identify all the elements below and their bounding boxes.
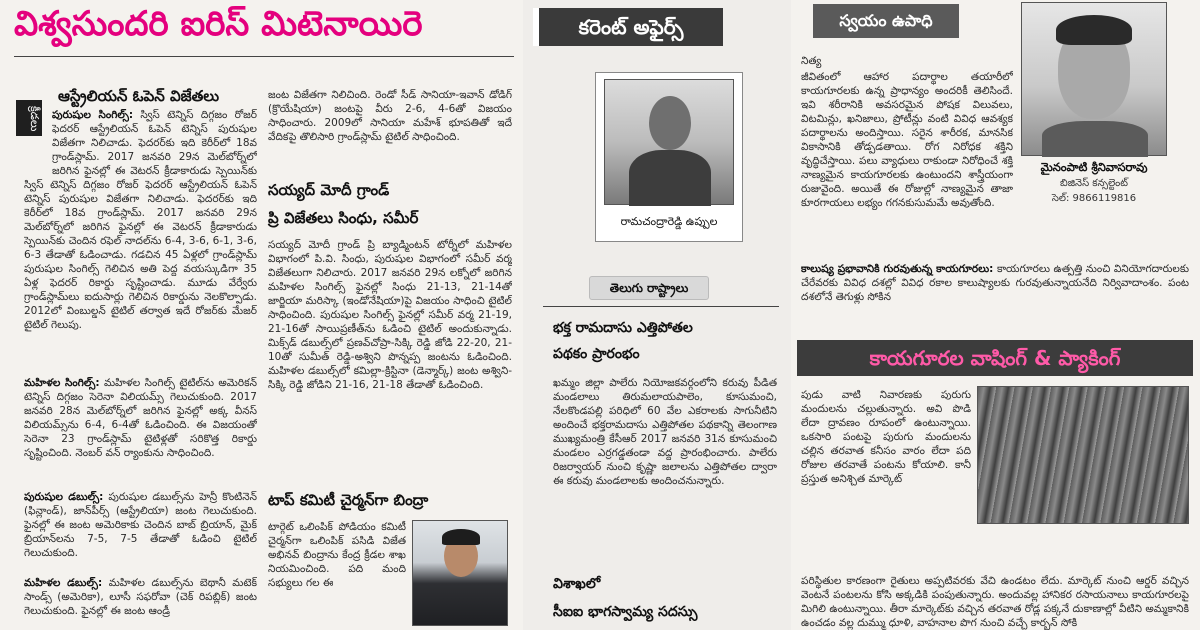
hair-shape xyxy=(442,529,480,545)
column-self-employment xyxy=(791,0,1200,630)
paragraph-mens-singles-cont xyxy=(24,178,257,374)
consultant-name: మైనంపాటి శ్రీనివాసరావు xyxy=(1040,160,1148,174)
lead-pollution: కాలుష్య ప్రభావానికి గురవుతున్న కాయగూరలు: xyxy=(801,263,994,275)
text-mens-singles-cont: స్విస్ టెన్నిస్ దిగ్గజం రోజర్ ఫెదరర్ ఆస్ట్రేలియన్ ఓపెన్ టెన్నిస్ పురుషుల విజేతగా నిలిచాడు. ఫెదరర్‌కు ఇది కెరీర్‌లో 18వ గ్రాండ్‌స్లామ్. 2017 జనవరి 29న మెల్‌బోర్న్‌లో జరిగిన ఫైనల్లో ఈ వెటరన్ క్రీడాకారుడు స్పెయిన్‌కు చెందిన రఫెల్ నాదల్‌ను 6-4, 3-6, 6-1, 3-6, 6-3 తేడాతో ఓడించాడు. గడచిన 45 ఏళ్లలో గ్రాండ్‌స్లామ్ పురుషుల సింగిల్స్ గెలిచిన అతి పెద్ద వయస్కుడిగా 35 ఏళ్ల ఫెదరర్ రికార్డు సృష్టించాడు. మూడు వేర్వేరు గ్రాండ్‌స్లామ్‌లు ఐదుసార్లు గెలిచిన రికార్డును నెలకొల్పాడు. 2012లో వింబుల్డన్ టైటిల్ తర్వాత ఇదే రోజర్‌కు మేజర్ టైటిల్ గెలుపు. xyxy=(24,179,257,331)
lead-mens-singles: పురుషుల సింగిల్స్: xyxy=(52,109,134,121)
paragraph-market xyxy=(801,574,1189,630)
divider xyxy=(14,56,514,57)
section-title-syed-modi-l2: ప్రి విజేతలు సింధు, సమీర్ xyxy=(268,209,419,227)
paragraph-mens-singles xyxy=(52,108,257,178)
text-bindra: టార్గెట్ ఒలింపిక్ పోడియం కమిటీ చైర్మన్‌గా ఒలింపిక్ పసిడి విజేత అభినవ్ బింద్రాను కేంద్ర క్రీడల శాఖ నియమించింది. పది మంది సభ్యులు గల ఈ xyxy=(268,521,406,589)
paragraph-syed-modi xyxy=(268,238,512,476)
bindra-photo xyxy=(412,520,508,626)
divider xyxy=(543,306,779,307)
paragraph-mixed-doubles xyxy=(268,88,512,172)
section-title-australian-open: ఆస్ట్రేలియన్ ఓపెన్ విజేతలు xyxy=(58,87,220,105)
section-banner-washing-packing: కాయగూరల వాషింగ్ & ప్యాకింగ్ xyxy=(797,340,1193,376)
author-caption: రామచంద్రారెడ్డి ఉప్పుల xyxy=(620,215,718,228)
text-vegetables-intro: జీవితంలో ఆహార పదార్థాల తయారీలో కాయగూరలకు ఉన్న ప్రాధాన్యం అందరికీ తెలిసిందే. ఇవి శరీరానికి అవసరమైన పోషక విలువలు, విటమిన్లు, ఖనిజాలు, ప్రోటీన్లు వంటి వివిధ ఆవశ్యక పదార్థాలను అందిస్తాయి. సరైన శారీరక, మానసిక వికాసానికి తోడ్పడతాయి. రోగ నిరోధక శక్తిని వృద్ధిచేస్తాయి. పలు వ్యాధులు రాకుండా నిరోధించే శక్తి నాణ్యమైన కాయగూరలకు ఉంటుందని శాస్త్రీయంగా రుజువైంది. అయితే ఈ రోజుల్లో నాణ్యమైన తాజా కూరగాయలు లభ్యం గగనకుసుమమే అవుతోంది. xyxy=(801,71,1013,209)
paragraph-womens-singles xyxy=(24,376,257,488)
section-title-syed-modi-l1: సయ్యద్ మోదీ గ్రాండ్ xyxy=(268,181,390,199)
paragraph-womens-doubles xyxy=(24,576,257,630)
section-title-bindra: టాప్ కమిటీ చైర్మన్‌గా బింద్రా xyxy=(268,491,429,509)
washing-machine-photo xyxy=(977,386,1189,524)
column-sports xyxy=(0,0,523,630)
face-shape xyxy=(649,96,691,150)
shoulders-shape xyxy=(1042,121,1148,157)
text-pesticides: పుడు వాటి నివారణకు పురుగు మందులను చల్లుతున్నారు. అవి పొడి లేదా ద్రావణం రూపంలో ఉంటున్నాయి. ఒకసారి పంటపై పురుగు మందులను చల్లిన తరవాత కనీసం వారం లేదా పది రోజుల తరవాతే పంటను కోయాలి. కానీ ప్రస్తుత అనిశ్చిత మార్కెట్ xyxy=(801,389,971,485)
consultant-photo xyxy=(1021,2,1167,156)
hair-shape xyxy=(1056,15,1132,45)
tab-telugu-states: తెలుగు రాష్ట్రాలు xyxy=(589,276,709,300)
text-syed-modi: సయ్యద్ మోదీ గ్రాండ్ ప్రి బ్యాడ్మింటన్ టోర్నీలో మహిళల విభాగంలో పి.వి. సింధు, పురుషుల విభాగంలో సమీర్ వర్మ విజేతలుగా నిలిచారు. 2017 జనవరి 29న లక్నోలో జరిగిన మహిళల సింగిల్స్ ఫైనల్లో సింధు 21-13, 21-14తో జార్జియా మరిస్కా (ఇండోనేషియా)పై విజయం సాధించి టైటిల్ సాధించింది. పురుషుల సింగిల్స్ ఫైనల్లో సమీర్ వర్మ 21-19, 21-16తో సాయిప్రణీత్‌ను ఓడించి టైటిల్ అందుకున్నాడు. మిక్స్‌డ్ డబుల్స్‌లో ప్రణవ్‌చోప్రా-సిక్కి రెడ్డి జోడి 22-20, 21-10తో సుమీత్ రెడ్డి-అశ్విని పొన్నప్ప జంటను ఓడించింది. మహిళల డబుల్స్‌లో కమిల్లా-క్రిస్టినా (డెన్మార్క్) జంట అశ్విని-సిక్కి రెడ్డి జోడిని 21-16, 21-18 తేడాతో ఓడించింది. xyxy=(268,239,512,391)
banner-current-affairs: కరెంట్ అఫైర్స్ xyxy=(533,8,723,46)
paragraph-vegetables-intro xyxy=(801,70,1013,260)
text-market: పరిస్థితుల కారణంగా రైతులు అప్పటివరకు వేచి ఉండటం లేదు. మార్కెట్ నుంచి ఆర్డర్ వచ్చిన వెంటనే పంటలను కోసి అక్కడికి పంపుతున్నారు. అందువల్ల హానికర రసాయనాలు కాయగూరలపై మిగిలి ఉంటున్నాయి. తీరా మార్కెట్‌కు వచ్చిన తరవాత రోడ్ల పక్కనే దుకాణాల్లో వీటిని అమ్మకానికి ఉంచడం వల్ల దుమ్ము ధూళి, వాహనాల పొగ నుంచి వచ్చే కార్బన్ సోకి xyxy=(801,575,1189,629)
text-mens-doubles: పురుషుల డబుల్స్‌ను హెన్రీ కొంటినెన్ (ఫిన్లాండ్), జాన్‌పీర్స్ (ఆస్ట్రేలియా) జంట గెలుచుకుంది. ఫైనల్లో ఈ జంట అమెరికాకు చెందిన బాబ్ బ్రియాన్, మైక్ బ్రియాన్‌లను 7-5, 7-5 తేడాతో ఓడించి టైటిల్ గెలుచుకుంది. xyxy=(24,491,257,559)
story-title-ramadasu-l2: పథకం ప్రారంభం xyxy=(553,346,640,362)
paragraph-ramadasu xyxy=(553,376,777,570)
author-card xyxy=(595,72,743,242)
paragraph-bindra xyxy=(268,520,406,630)
text-womens-singles: మహిళల సింగిల్స్ టైటిల్‌ను అమెరికన్ టెన్నిస్ దిగ్గజం సెరెనా విలియమ్స్ గెలుచుకుంది. 2017 జనవరి 28న మెల్‌బోర్న్‌లో జరిగిన ఫైనల్లో అక్క వీనస్ విలియమ్స్‌ను 6-4, 6-4తో ఓడించింది. ఈ విజయంతో సెరెనా 23 గ్రాండ్‌స్లామ్ టైటిళ్లతో సరికొత్త రికార్డు సృష్టించింది. నెంబర్ వన్ ర్యాంకును సాధించింది. xyxy=(24,377,257,459)
paragraph-pesticides xyxy=(801,388,971,572)
consultant-phone: సెల్: 9866119816 xyxy=(1051,193,1137,204)
text-mens-singles: స్విస్ టెన్నిస్ దిగ్గజం రోజర్ ఫెదరర్ ఆస్ట్రేలియన్ ఓపెన్ టెన్నిస్ పురుషుల విజేతగా నిలిచాడు. ఫెదరర్‌కు ఇది కెరీర్‌లో 18వ గ్రాండ్‌స్లామ్. 2017 జనవరి 29న మెల్‌బోర్న్‌లో జరిగిన ఫైనల్లో ఈ వెటరన్ క్రీడాకారుడు స్పెయిన్‌కు xyxy=(52,109,257,177)
story-subtitle-cii: సీఐఐ భాగస్వామ్య సదస్సు xyxy=(553,604,698,620)
text-ramadasu: ఖమ్మం జిల్లా పాలేరు నియోజకవర్గంలోని కరువు పీడిత మండలాలు తిరుమలాయపాలెం, కూసుమంచి, నేలకొండపల్లి పరిధిలో 60 వేల ఎకరాలకు సాగునీటిని అందించే భక్తరామదాసు ఎత్తిపోతల పథకాన్ని తెలంగాణ ముఖ్యమంత్రి కేసీఆర్ 2017 జనవరి 31న కూసుమంచి మండలం ఎర్రగడ్డతండా వద్ద ప్రారంభించారు. పాలేరు రిజర్వాయర్ నుంచి కృష్ణా జలాలను ఎత్తిపోతల ద్వారా ఈ కరువు మండలాలకు అందించనున్నారు. xyxy=(553,377,777,487)
intro-word: నిత్య xyxy=(801,55,822,67)
author-photo xyxy=(604,79,734,205)
text-womens-doubles: మహిళల డబుల్స్‌ను బెథానీ మటెక్ సాండ్స్ (అమెరికా), లూసీ సఫరోవా (చెక్ రిపబ్లిక్) జంట గెలుచుకుంది. ఫైనల్లో ఈ జంట ఆండ్రీ xyxy=(24,577,257,617)
column-current-affairs xyxy=(523,0,791,630)
banner-self-employment: స్వయం ఉపాధి xyxy=(813,4,959,38)
consultant-role: బిజినెస్ కన్సల్టెంట్ xyxy=(1060,178,1128,189)
story-title-ramadasu-l1: భక్త రామదాసు ఎత్తిపోతల xyxy=(553,320,693,336)
lead-mens-doubles: పురుషుల డబుల్స్: xyxy=(24,491,104,503)
page-headline: విశ్వసుందరి ఐరిస్ మిటెనాయిరె xyxy=(14,4,423,44)
text-mixed-doubles: జంట విజేతగా నిలిచింది. రెండో సీడ్ సానియా-ఇవాన్ డోడిగ్ (క్రొయేషియా) జంటపై వీరు 2-6, 4-6తో విజయం సాధించారు. 2009లో సానియా మహేశ్ భూపతితో ఇదే వేదికపై తొలిసారి గ్రాండ్‌స్లామ్ టైటిల్ సాధించింది. xyxy=(268,89,512,143)
text-pollution: కాయగూరలు ఉత్పత్తి నుంచి వినియోగదారులకు చేరేవరకు వివిధ దశల్లో వివిధ రకాల కాలుష్యాలకు గురవుతున్నాయనేది నిర్వివాదాంశం. పంట దశలోనే తెగుళ్లు సోకిన xyxy=(801,263,1189,303)
paragraph-mens-doubles xyxy=(24,490,257,574)
paragraph-pollution xyxy=(801,262,1189,328)
shoulders-shape xyxy=(629,150,711,206)
lead-womens-singles: మహిళల సింగిల్స్: xyxy=(24,377,100,389)
lead-womens-doubles: మహిళల డబుల్స్: xyxy=(24,577,103,589)
section-tag-sports: క్రీడలు xyxy=(16,100,42,136)
story-title-vizag: విశాఖలో xyxy=(553,576,601,592)
